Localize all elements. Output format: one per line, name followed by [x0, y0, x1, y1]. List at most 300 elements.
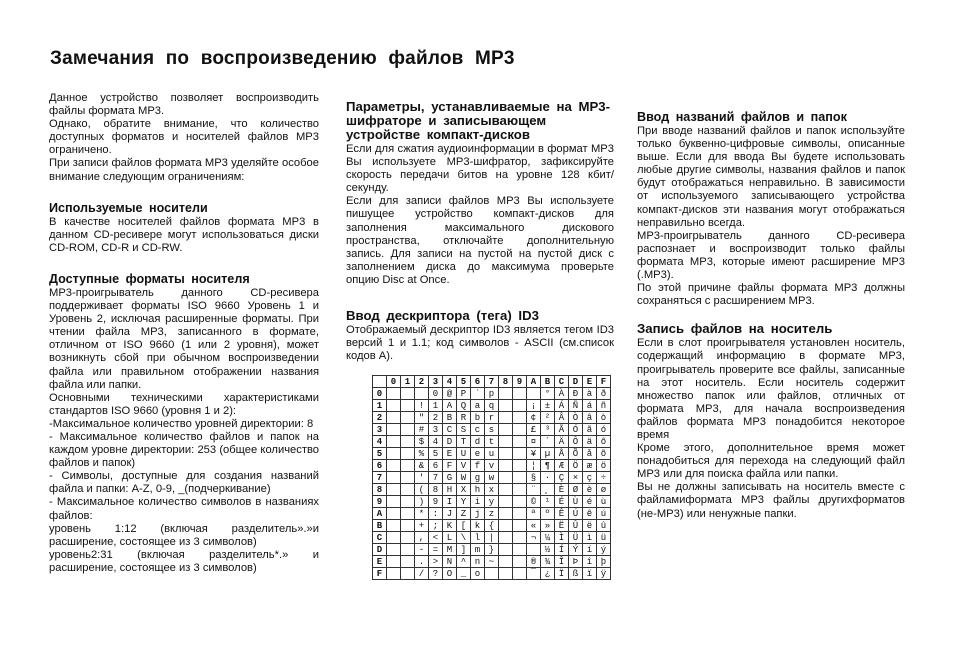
table-cell: é	[583, 496, 597, 508]
table-cell	[401, 544, 415, 556]
table-row-header: B	[373, 520, 387, 532]
table-cell	[401, 424, 415, 436]
table-cell: ?	[429, 568, 443, 580]
table-cell: ã	[583, 424, 597, 436]
table-cell: Ï	[555, 568, 569, 580]
table-cell: ¤	[527, 436, 541, 448]
table-cell: ©	[527, 496, 541, 508]
table-row-header: 2	[373, 412, 387, 424]
table-cell	[513, 460, 527, 472]
table-cell: F	[443, 460, 457, 472]
table-cell: w	[485, 472, 499, 484]
write-paragraph: Вы не должны записывать на носитель вместе с файламиформата MP3 файлы другихформатов (не-MP3) или ненужные папки.	[637, 481, 905, 520]
table-cell: g	[471, 472, 485, 484]
table-cell: £	[527, 424, 541, 436]
table-cell: e	[471, 448, 485, 460]
table-header-cell: D	[569, 376, 583, 388]
section-heading-id3: Ввод дескриптора (тега) ID3	[346, 308, 539, 324]
table-cell: !	[415, 400, 429, 412]
table-cell: ³	[541, 424, 555, 436]
table-cell	[513, 520, 527, 532]
table-cell: "	[415, 412, 429, 424]
table-header-cell: F	[597, 376, 611, 388]
table-row	[373, 472, 611, 484]
table-cell	[387, 544, 401, 556]
table-cell	[499, 472, 513, 484]
table-cell: S	[457, 424, 471, 436]
table-cell	[513, 568, 527, 580]
table-cell: ä	[583, 436, 597, 448]
table-cell: y	[485, 496, 499, 508]
table-cell: Ñ	[569, 400, 583, 412]
table-cell	[499, 412, 513, 424]
table-cell	[401, 436, 415, 448]
table-cell: è	[583, 484, 597, 496]
table-cell: °	[541, 388, 555, 400]
table-cell	[401, 508, 415, 520]
table-cell: z	[485, 508, 499, 520]
table-header-cell: E	[583, 376, 597, 388]
table-cell: o	[471, 568, 485, 580]
table-cell: /	[415, 568, 429, 580]
table-cell: Ô	[569, 436, 583, 448]
spec-item: -Максимальное количество уровней директории: 8	[49, 417, 314, 430]
table-cell: ,	[415, 532, 429, 544]
table-cell: 4	[429, 436, 443, 448]
table-cell: ×	[569, 472, 583, 484]
table-row-header: F	[373, 568, 387, 580]
table-cell: @	[443, 388, 457, 400]
table-cell	[387, 484, 401, 496]
table-row	[373, 520, 611, 532]
table-header-cell: C	[555, 376, 569, 388]
table-cell: ú	[597, 508, 611, 520]
table-cell: õ	[597, 448, 611, 460]
table-cell: ¾	[541, 556, 555, 568]
table-cell: I	[443, 496, 457, 508]
table-cell: ¯	[527, 568, 541, 580]
table-cell: 0	[429, 388, 443, 400]
table-cell: Ã	[555, 424, 569, 436]
table-cell: Û	[569, 520, 583, 532]
table-cell: ö	[597, 460, 611, 472]
table-cell: b	[471, 412, 485, 424]
table-row-header: 0	[373, 388, 387, 400]
column-right	[637, 110, 905, 521]
table-cell	[401, 496, 415, 508]
table-cell: P	[457, 388, 471, 400]
table-cell: â	[583, 412, 597, 424]
table-cell: ~	[485, 556, 499, 568]
table-cell: ¼	[541, 532, 555, 544]
table-cell: s	[485, 424, 499, 436]
table-cell: X	[457, 484, 471, 496]
table-cell	[387, 556, 401, 568]
table-row	[373, 448, 611, 460]
section-heading-params: Параметры, устанавливаемые на MP3-шифраторе и записывающем устройстве компакт-дисков	[346, 99, 610, 142]
table-cell: J	[443, 508, 457, 520]
table-cell	[387, 496, 401, 508]
specs-intro: Основными техническими характеристиками стандартов ISO 9660 (уровня 1 и 2):	[49, 391, 319, 417]
spec-item: - Максимальное количество файлов и папок на каждом уровне директории: 253 (общее количество файлов и папок)	[49, 430, 319, 470]
table-cell	[387, 424, 401, 436]
table-cell	[401, 568, 415, 580]
table-cell	[387, 436, 401, 448]
table-cell: à	[583, 388, 597, 400]
section-heading-media: Используемые носители	[49, 200, 208, 215]
table-cell	[513, 484, 527, 496]
table-row-header: C	[373, 532, 387, 544]
table-cell: A	[443, 400, 457, 412]
table-cell: Æ	[555, 460, 569, 472]
table-cell	[513, 532, 527, 544]
table-cell: Z	[457, 508, 471, 520]
table-cell	[401, 472, 415, 484]
table-header-cell: 9	[513, 376, 527, 388]
table-cell: G	[443, 472, 457, 484]
table-cell	[499, 400, 513, 412]
section-heading-write: Запись файлов на носитель	[637, 321, 833, 337]
table-cell: T	[457, 436, 471, 448]
table-cell: ^	[457, 556, 471, 568]
table-cell	[513, 556, 527, 568]
table-cell: )	[415, 496, 429, 508]
intro-paragraph: Данное устройство позволяет воспроизводить файлы формата MP3.	[49, 92, 319, 118]
table-cell	[499, 484, 513, 496]
table-cell: Õ	[569, 448, 583, 460]
table-cell: Å	[555, 448, 569, 460]
table-row	[373, 460, 611, 472]
table-cell: ÷	[597, 472, 611, 484]
table-cell: R	[457, 412, 471, 424]
table-cell: L	[443, 532, 457, 544]
table-cell: 3	[429, 424, 443, 436]
table-cell: Ù	[569, 496, 583, 508]
table-row-header: 8	[373, 484, 387, 496]
params-paragraph: Если для записи файлов MP3 Вы используете пишущее устройство компакт-дисков для заполнения максимального дискового пространства, отключайте дополнительную запись. Для записи на пустой на пустой диск с заполнением диска до максимума проверьте опцию Disc at Once.	[346, 195, 614, 286]
column-middle	[346, 100, 614, 580]
table-cell	[499, 544, 513, 556]
table-cell	[387, 532, 401, 544]
table-row	[373, 544, 611, 556]
table-cell: k	[471, 520, 485, 532]
table-row	[373, 436, 611, 448]
table-cell: Í	[555, 544, 569, 556]
write-paragraph: Кроме этого, дополнительное время может понадобиться для перехода на следующий файл MP3 или для поиска файла или папки.	[637, 442, 905, 481]
table-cell	[387, 520, 401, 532]
table-cell: Ú	[569, 508, 583, 520]
table-cell	[499, 532, 513, 544]
names-paragraph: При вводе названий файлов и папок используйте только буквенно-цифровые символы, описанные выше. Если для ввода Вы будете использовать любые другие символы, названия файлов и папок будут отображаться неправильно. В зависимости от используемого записывающего устройства компакт-дисков эти названия могут отображаться неправильно всегда.	[637, 125, 905, 229]
table-cell	[499, 520, 513, 532]
table-cell: ª	[527, 508, 541, 520]
table-cell: 1	[429, 400, 443, 412]
table-row-header: 1	[373, 400, 387, 412]
table-cell	[527, 544, 541, 556]
table-cell: 9	[429, 496, 443, 508]
table-cell	[499, 460, 513, 472]
table-cell: À	[555, 388, 569, 400]
table-cell: 7	[429, 472, 443, 484]
table-cell	[513, 544, 527, 556]
table-cell	[513, 436, 527, 448]
table-header-cell: 2	[415, 376, 429, 388]
table-cell: K	[443, 520, 457, 532]
table-cell: ý	[597, 544, 611, 556]
table-cell: á	[583, 400, 597, 412]
table-cell: p	[485, 388, 499, 400]
table-cell: ;	[429, 520, 443, 532]
table-row-header: A	[373, 508, 387, 520]
table-cell: 8	[429, 484, 443, 496]
table-cell: H	[443, 484, 457, 496]
table-cell: î	[583, 556, 597, 568]
table-cell: Ü	[569, 532, 583, 544]
table-cell: =	[429, 544, 443, 556]
table-cell	[499, 556, 513, 568]
table-cell: B	[443, 412, 457, 424]
table-cell: ¶	[541, 460, 555, 472]
table-row-header: 6	[373, 460, 387, 472]
table-cell: ÿ	[597, 568, 611, 580]
table-cell	[401, 556, 415, 568]
table-cell: \	[457, 532, 471, 544]
table-cell: &	[415, 460, 429, 472]
column-left	[49, 92, 319, 575]
table-cell	[387, 460, 401, 472]
table-cell: ñ	[597, 400, 611, 412]
table-cell: Ò	[569, 412, 583, 424]
table-cell: U	[457, 448, 471, 460]
table-cell	[401, 400, 415, 412]
table-cell: $	[415, 436, 429, 448]
table-cell: l	[471, 532, 485, 544]
formats-paragraph: MP3-проигрыватель данного CD-ресивера поддерживает форматы ISO 9660 Уровень 1 и Уровень 2, исключая расширенные форматы. При чтении файла MP3, записанного в формате, отличном от ISO 9660 (1 или 2 уровня), может возникнуть сбой при обычном воспроизведении файла или правильном отображении названия файла или папки.	[49, 286, 319, 391]
table-cell	[499, 508, 513, 520]
table-row	[373, 556, 611, 568]
table-cell	[387, 412, 401, 424]
intro-paragraph: Однако, обратите внимание, что количество доступных форматов и носителей файлов MP3 ограничено.	[49, 118, 319, 157]
table-cell	[513, 496, 527, 508]
table-cell: }	[485, 544, 499, 556]
table-cell	[387, 568, 401, 580]
table-header-cell: 3	[429, 376, 443, 388]
table-cell: ß	[569, 568, 583, 580]
table-row	[373, 532, 611, 544]
table-cell	[401, 532, 415, 544]
table-cell: ê	[583, 508, 597, 520]
table-cell	[387, 400, 401, 412]
table-cell: §	[527, 472, 541, 484]
table-row-header: 7	[373, 472, 387, 484]
table-cell: n	[471, 556, 485, 568]
table-cell: ì	[583, 532, 597, 544]
section-heading-formats: Доступные форматы носителя	[49, 271, 250, 286]
table-cell: Î	[555, 556, 569, 568]
table-cell: ]	[457, 544, 471, 556]
table-cell: V	[457, 460, 471, 472]
table-cell: ¬	[527, 532, 541, 544]
table-cell	[499, 448, 513, 460]
table-cell: t	[485, 436, 499, 448]
table-cell	[401, 448, 415, 460]
table-cell: Q	[457, 400, 471, 412]
table-cell: ¡	[527, 400, 541, 412]
table-header-cell: 7	[485, 376, 499, 388]
table-cell: {	[485, 520, 499, 532]
table-cell: E	[443, 448, 457, 460]
table-cell: Ö	[569, 460, 583, 472]
table-row-header: E	[373, 556, 387, 568]
table-row	[373, 400, 611, 412]
table-cell	[387, 508, 401, 520]
spec-item: уровень 1:12 (включая разделитель».»и расширение, состоящее из 3 символов)	[49, 522, 319, 548]
table-cell	[513, 424, 527, 436]
table-cell: .	[415, 556, 429, 568]
table-cell	[499, 388, 513, 400]
table-cell: É	[555, 496, 569, 508]
table-cell: N	[443, 556, 457, 568]
table-cell: :	[429, 508, 443, 520]
table-header-cell: B	[541, 376, 555, 388]
table-cell: Þ	[569, 556, 583, 568]
table-corner-cell	[373, 376, 387, 388]
table-cell: [	[457, 520, 471, 532]
table-row-header: 5	[373, 448, 387, 460]
table-cell	[387, 472, 401, 484]
table-header-cell: 4	[443, 376, 457, 388]
page-title: Замечания по воспроизведению файлов MP3	[50, 48, 515, 69]
table-cell: þ	[597, 556, 611, 568]
table-cell: 6	[429, 460, 443, 472]
table-row	[373, 568, 611, 580]
table-cell: ü	[597, 532, 611, 544]
table-cell: (	[415, 484, 429, 496]
table-cell	[513, 388, 527, 400]
media-paragraph: В качестве носителей файлов формата MP3 в данном CD-ресивере могут использоваться диски CD-ROM, CD-R и CD-RW.	[49, 215, 319, 254]
table-cell: ½	[541, 544, 555, 556]
table-cell: È	[555, 484, 569, 496]
table-cell: ô	[597, 436, 611, 448]
table-cell: Ø	[569, 484, 583, 496]
table-cell: ¢	[527, 412, 541, 424]
table-cell: W	[457, 472, 471, 484]
table-cell	[499, 496, 513, 508]
spec-item: - Символы, доступные для создания названий файла и папки: A-Z, 0-9, _(подчеркивание)	[49, 470, 319, 496]
table-cell: ¸	[541, 484, 555, 496]
table-row-header: D	[373, 544, 387, 556]
table-cell	[527, 388, 541, 400]
table-cell: v	[485, 460, 499, 472]
table-cell: ±	[541, 400, 555, 412]
table-cell: Ó	[569, 424, 583, 436]
table-cell: Á	[555, 400, 569, 412]
table-cell: -	[415, 544, 429, 556]
table-cell: r	[485, 412, 499, 424]
table-cell: Ç	[555, 472, 569, 484]
table-cell: u	[485, 448, 499, 460]
table-cell: »	[541, 520, 555, 532]
table-cell: |	[485, 532, 499, 544]
table-cell: ¦	[527, 460, 541, 472]
table-cell	[401, 388, 415, 400]
table-cell	[387, 448, 401, 460]
table-cell: 5	[429, 448, 443, 460]
table-cell: Ë	[555, 520, 569, 532]
table-cell: ²	[541, 412, 555, 424]
table-cell: q	[485, 400, 499, 412]
table-cell: Ý	[569, 544, 583, 556]
table-cell: ´	[541, 436, 555, 448]
intro-paragraph: При записи файлов формата MP3 уделяйте особое внимание следующим ограничениям:	[49, 157, 319, 183]
table-cell: ø	[597, 484, 611, 496]
table-cell: í	[583, 544, 597, 556]
table-cell: #	[415, 424, 429, 436]
table-cell	[401, 484, 415, 496]
table-cell: ï	[583, 568, 597, 580]
table-cell: ¨	[527, 484, 541, 496]
table-header-cell: 6	[471, 376, 485, 388]
table-row	[373, 484, 611, 496]
table-cell: º	[541, 508, 555, 520]
table-cell: ·	[541, 472, 555, 484]
table-row	[373, 508, 611, 520]
table-cell: `	[471, 388, 485, 400]
table-cell	[513, 400, 527, 412]
table-header-cell: 0	[387, 376, 401, 388]
table-row-header: 9	[373, 496, 387, 508]
spec-item: уровень2:31 (включая разделитель*.» и расширение, состоящее из 3 символов)	[49, 548, 319, 574]
table-row	[373, 412, 611, 424]
table-cell	[499, 424, 513, 436]
table-cell: i	[471, 496, 485, 508]
table-header-cell: 1	[401, 376, 415, 388]
ascii-code-table	[372, 375, 611, 580]
table-cell: ç	[583, 472, 597, 484]
table-cell: h	[471, 484, 485, 496]
table-header-cell: 5	[457, 376, 471, 388]
table-cell: D	[443, 436, 457, 448]
table-cell: «	[527, 520, 541, 532]
table-cell: f	[471, 460, 485, 472]
table-row-header: 3	[373, 424, 387, 436]
table-cell: Y	[457, 496, 471, 508]
table-cell: ¹	[541, 496, 555, 508]
table-cell: O	[443, 568, 457, 580]
table-cell	[513, 472, 527, 484]
table-cell: m	[471, 544, 485, 556]
table-cell: æ	[583, 460, 597, 472]
table-cell: ð	[597, 388, 611, 400]
table-cell	[513, 508, 527, 520]
table-row	[373, 424, 611, 436]
table-cell: M	[443, 544, 457, 556]
table-cell: c	[471, 424, 485, 436]
table-cell: ®	[527, 556, 541, 568]
table-cell	[499, 568, 513, 580]
names-paragraph: По этой причине файлы формата MP3 должны сохраняться с расширением MP3.	[637, 282, 905, 308]
table-cell: <	[429, 532, 443, 544]
table-cell: +	[415, 520, 429, 532]
table-cell: *	[415, 508, 429, 520]
table-cell: x	[485, 484, 499, 496]
table-cell: ¿	[541, 568, 555, 580]
table-cell: 2	[429, 412, 443, 424]
table-cell: _	[457, 568, 471, 580]
table-cell	[499, 436, 513, 448]
table-cell: a	[471, 400, 485, 412]
table-cell: '	[415, 472, 429, 484]
